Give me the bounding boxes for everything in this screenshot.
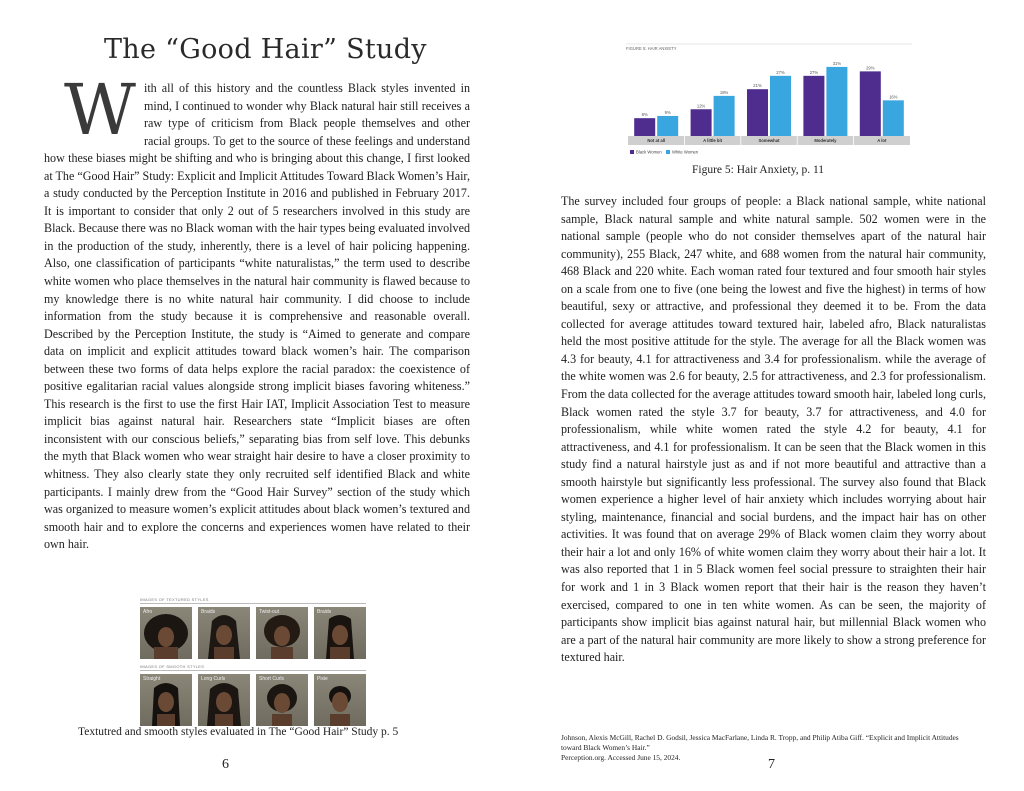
smooth-styles-heading: IMAGES OF SMOOTH STYLES [140,663,366,671]
hairstyle-photo [314,674,366,726]
bar-value-label: 12% [696,103,706,109]
category-label: Moderately [814,138,837,144]
page-number: 6 [222,757,229,772]
bar-white-women [657,116,678,136]
chart-value-labels [642,61,898,117]
right-page [512,0,1024,791]
hairstyle-label: Braids [317,609,332,615]
bar-value-label: 29% [866,65,875,71]
textured-styles-heading: IMAGES OF TEXTURED STYLES [140,596,366,604]
bar-value-label: 18% [719,89,729,95]
braids-portrait [198,607,250,659]
chart-legend [630,150,699,155]
hairstyle-label: Short Curls [259,676,285,682]
bar-value-label: 8% [641,112,648,118]
long-curls-portrait [198,674,250,726]
drop-cap: W [64,69,136,151]
hairstyles-caption: Textutred and smooth styles evaluated in The “Good Hair” Study p. 5 [78,726,399,738]
citation-line: Johnson, Alexis McGill, Rachel D. Godsil, Jessica MacFarlane, Linda R. Tropp, and Philip Atiba Giff. “Explicit and Implicit Attitudes toward Black Women’s Hair.” [561,733,959,752]
hairstyle-label: Long Curls [201,676,226,682]
hairstyle-label: Twist-out [259,609,280,615]
braids-portrait [314,607,366,659]
hairstyle-photo [198,607,250,659]
hair-anxiety-chart [626,41,912,163]
left-body-paragraph: ith all of this history and the countless Black styles invented in mind, I continued to wonder why Black natural hair still receives a raw type of criticism from Black people themselves and other racial groups. To get to the source of these feelings and understand how these biases might be shifting and who is bringing about this change, I first looked at The “Good Hair” Study: Explicit and Implicit Attitudes Toward Black Women’s Hair, a study conducted by the Perception Institute in 2016 and published in February 2017. It is important to consider that only 2 out of 5 researchers involved in this study are Black. Because there was no Black woman with the hair types being evaluated involved in the production of the study, inherently, there is a level of hair policing happening. Also, one classification of participants “white naturalistas,” the term used to describe white women who place themselves in the natural hair community is flawed because to my knowledge there is no white natural hair community. I did choose to include information from the study because it is comprehensive and reasonable overall. Described by the Perception Institute, the study is “Aimed to generate and compare data on implicit and explicit attitudes toward black women’s hair. The comparison between these two forms of data helps explore the racial paradox: the coexistence of positive egalitarian racial values alongside strong implicit biases favoring whiteness.” This research is the first to use the first Hair IAT, Implicit Association Test to measure implicit bias against natural hair. Researchers state “Implicit biases are often inconsistent with our conscious beliefs,” separating bias from self love. This debunks the myth that Black women who wear straight hair desire to have a closer proximity to whitness. They also clearly state they only recruited self identified Black and white participants. I mainly drew from the “Good Hair Survey” section of the study which was organized to measure women’s explicit attitudes about black women’s textured and smooth hair and to explore the concerns and experiences women have related to their own hair. [44,81,470,552]
chart-caption: Figure 5: Hair Anxiety, p. 11 [692,164,825,176]
hairstyle-photo [256,674,308,726]
twist-out-portrait [256,607,308,659]
bar-value-label: 31% [832,60,842,66]
bar-white-women [883,100,904,136]
hairstyle-photo [140,674,192,726]
bar-black-women [691,109,712,136]
hairstyles-figure [140,596,366,720]
bar-black-women [634,118,655,136]
bar-value-label: 16% [889,94,898,100]
bar-white-women [770,76,791,136]
bar-black-women [747,89,768,136]
hairstyle-label: Afro [143,609,153,615]
category-label: Not at all [647,138,666,144]
short-curls-portrait [256,674,308,726]
hairstyle-photo [314,607,366,659]
hairstyle-photo [198,674,250,726]
bar-value-label: 27% [809,69,819,75]
category-label: Somewhat [758,138,780,144]
chart-bars [634,67,904,136]
legend-swatch [666,150,670,154]
hairstyle-photo [256,607,308,659]
page-title: The “Good Hair” Study [104,34,427,65]
legend-label: White Women [672,149,699,155]
hairstyle-label: Braids [201,609,216,615]
hairstyle-label: Straight [143,676,161,682]
page-number: 7 [768,757,775,772]
category-label: A lot [877,138,887,144]
bar-black-women [860,71,881,136]
bar-black-women [803,76,824,136]
category-label: A little bit [703,138,723,144]
bar-white-women [826,67,847,136]
bar-white-women [714,96,735,136]
bar-value-label: 27% [776,69,785,75]
hairstyle-label: Pixie [317,676,328,682]
citation-line: Perception.org. Accessed June 15, 2024. [561,753,681,762]
pixie-portrait [314,674,366,726]
right-body-text: The survey included four groups of people: a Black national sample, white national sample, Black natural sample and white natural sample. 502 women were in the national sample (people who do not consider themselves apart of the natural hair community), 255 Black, 247 white, and 688 women from the natural hair community, 468 Black and 220 white. Each woman rated four textured and four smooth hair styles on a scale from one to five (one being the lowest and five the highest) in terms of how beautiful, sexy or attractive, and professional they deemed it to be. From the data collected for average attitudes toward textured hair, labeled afro, Black naturalistas held the most positive attitude for the style. The average for all the Black women was 4.3 for beauty, 4.1 for attractiveness and 3.4 for professionalism. while the average of the white women was 2.6 for beauty, 2.5 for attractiveness, and 2.3 for professionalism. From the data collected for the average attitudes toward smooth hair, labeled long curls, Black women rated the style 3.7 for beauty, 3.7 for attractiveness, and 4.0 for professionalism, while white women rated the style 4.2 for beauty, 4.1 for attractiveness, and 4.1 for professionalism. It can be seen that the Black women in this study find a natural hairstyle just as and if not more beautiful and attractive than a smooth hairstyle but significantly less professional. The survey also found that Black women experience a higher level of hair anxiety which includes worrying about hair styling, maintenance, financial and social burdens, and the impact hair has on other activities. It was found that on average 29% of Black women claim they worry about their hair a lot and only 16% of white women claim they worry about their hair a lot. It was also reported that 1 in 5 Black women feel social pressure to straighten their hair for work and 1 in 3 Black women report that their hair is the reason they haven’t exercised, compared to one in ten white women. As can be seen, the majority of participants show implicit bias against natural hair, but millennial Black women who are a part of the natural hair community are more likely to show a strong preference for textured hair. [561,194,987,665]
left-body-text [44,69,470,554]
afro-portrait [140,607,192,659]
textured-photo-row [140,607,366,659]
hairstyle-photo [140,607,192,659]
legend-swatch [630,150,634,154]
chart-title: FIGURE 5: HAIR ANXIETY [626,46,677,51]
legend-label: Black Women [636,149,662,155]
straight-portrait [140,674,192,726]
bar-value-label: 21% [753,83,762,89]
bar-value-label: 9% [664,109,671,115]
smooth-photo-row [140,674,366,726]
